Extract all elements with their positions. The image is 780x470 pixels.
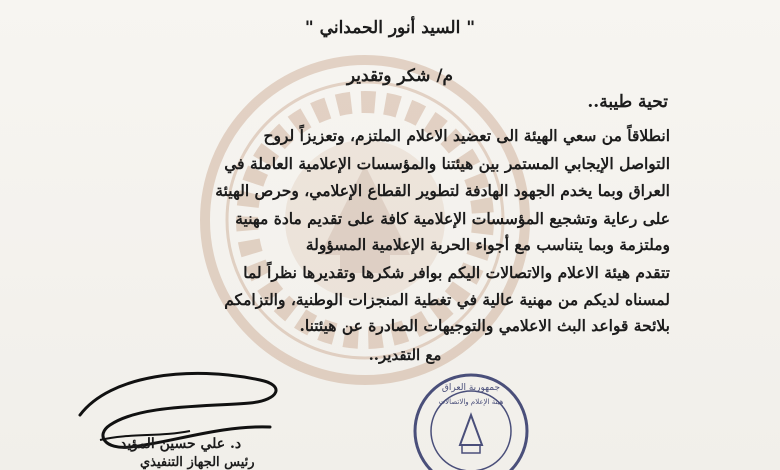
body-line: التواصل الإيجابي المستمر بين هيئتنا والمؤسسات الإعلامية العاملة في [224,154,670,173]
seal-text-bottom: هيئة الإعلام والاتصالات [438,398,504,406]
body-line: العراق وبما يخدم الجهود الهادفة لتطوير القطاع الإعلامي، وحرص الهيئة [215,181,670,200]
seal-text-top: جمهورية العراق [441,383,501,393]
body-line: بلائحة قواعد البث الاعلامي والتوجيهات الصادرة عن هيئتنا. [299,316,670,335]
signatory-title: رئيس الجهاز التنفيذي [140,455,255,470]
body-line: انطلاقاً من سعي الهيئة الى تعضيد الاعلام الملتزم، وتعزيزاً لروح [263,126,670,145]
closing: مع التقدير.. [368,346,442,364]
body-line: لمسناه لديكم من مهنية عالية في تغطية المنجزات الوطنية، والتزامكم [224,290,670,309]
body-line: تتقدم هيئة الاعلام والاتصالات اليكم بوافر شكرها وتقديرها نظراً لما [243,263,670,282]
addressee: " السيد أنور الحمداني " [304,18,476,38]
body-line: وملتزمة وبما يتناسب مع أجواء الحرية الإعلامية المسؤولة [305,235,670,254]
signatory-name: د. علي حسين المؤيد [120,436,242,452]
subject-line: م/ شكر وتقدير [346,66,454,86]
official-seal [410,370,532,470]
greeting: تحية طيبة.. [587,92,668,112]
body-line: على رعاية وتشجيع المؤسسات الإعلامية كافة على تقديم مادة مهنية [235,209,670,228]
